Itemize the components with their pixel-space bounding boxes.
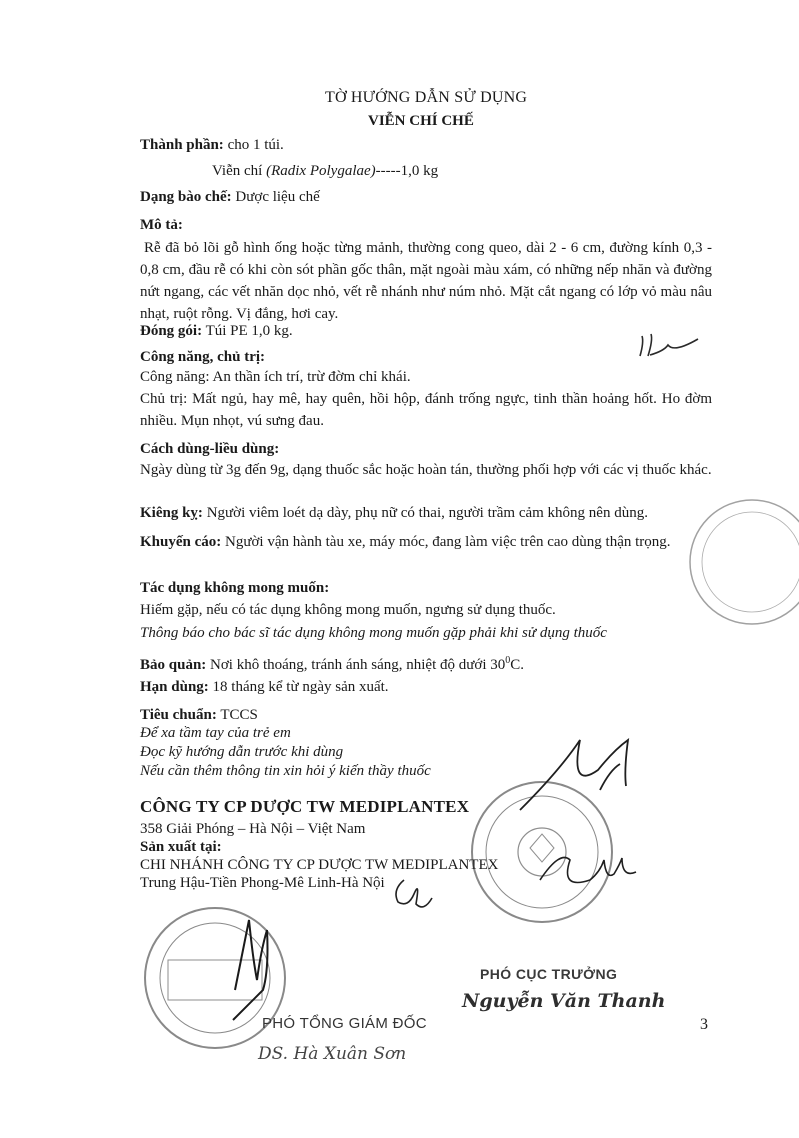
company-stamp	[145, 908, 285, 1048]
storage-label: Bảo quản:	[140, 657, 207, 673]
shelf-life-label: Hạn dùng:	[140, 679, 209, 695]
description-text: Rễ đã bỏ lõi gỗ hình ống hoặc từng mảnh, thường cong queo, dài 2 - 6 cm, đường kính 0,3 - 0,8 cm, đầu rễ có khi còn sót phần gốc thân, mặt ngoài màu xám, có những nếp nhăn và đường nứt ngang, các vết nhăn dọc nhỏ, vết rễ nhánh như núm nhỏ. Mặt cắt ngang có lớp vỏ màu nâu nhạt, ruột rỗng. Vị đắng, hơi cay.	[140, 240, 712, 322]
contraindications-label: Kiêng kỵ:	[140, 505, 203, 521]
description-label: Mô tả:	[140, 217, 183, 233]
note-item: Nếu cần thêm thông tin xin hỏi ý kiến thầy thuốc	[140, 763, 431, 779]
side-effects-note: Thông báo cho bác sĩ tác dụng không mong muốn gặp phải khi sử dụng thuốc	[140, 625, 607, 641]
standard-label: Tiêu chuẩn:	[140, 707, 217, 723]
usage-text: Ngày dùng từ 3g đến 9g, dạng thuốc sắc hoặc hoàn tán, thường phối hợp với các vị thuốc khác.	[140, 462, 712, 478]
treatment-text: Chủ trị: Mất ngủ, hay mê, hay quên, hồi hộp, đánh trống ngực, tinh thần hoảng hốt. Ho đờm nhiều. Mụn nhọt, vú sưng đau.	[140, 391, 712, 429]
composition-value: cho 1 túi.	[227, 137, 284, 153]
deputy-head-title: PHÓ CỤC TRƯỞNG	[480, 966, 618, 982]
manufactured-label: Sản xuất tại:	[140, 839, 222, 855]
agency-signature-2	[540, 858, 636, 883]
branch-address: Trung Hậu-Tiền Phong-Mê Linh-Hà Nội	[140, 875, 385, 891]
indications-label: Công năng, chủ trị:	[140, 349, 266, 365]
company-address: 358 Giải Phóng – Hà Nội – Việt Nam	[140, 821, 366, 837]
ingredient-latin: (Radix Polygalae)	[266, 163, 376, 179]
storage-value: Nơi khô thoáng, tránh ánh sáng, nhiệt độ dưới 30	[210, 657, 506, 673]
page-number: 3	[700, 1016, 708, 1033]
document-title: TỜ HƯỚNG DẪN SỬ DỤNG	[325, 89, 528, 106]
dosage-form-label: Dạng bào chế:	[140, 189, 232, 205]
packaging-label: Đóng gói:	[140, 323, 203, 339]
ingredient-name: Viễn chí	[212, 163, 267, 179]
standard-value: TCCS	[220, 707, 258, 723]
agency-signature	[520, 740, 628, 810]
deputy-director-name: DS. Hà Xuân Sơn	[258, 1044, 407, 1064]
warning-label: Khuyến cáo:	[140, 534, 222, 550]
agency-stamp	[472, 782, 612, 922]
composition-label: Thành phần:	[140, 137, 224, 153]
note-item: Để xa tầm tay của trẻ em	[140, 725, 291, 741]
usage-label: Cách dùng-liều dùng:	[140, 441, 280, 457]
deputy-director-title: PHÓ TỔNG GIÁM ĐỐC	[262, 1015, 427, 1032]
deputy-head-name: Nguyễn Văn Thanh	[462, 990, 666, 1012]
branch-name: CHI NHÁNH CÔNG TY CP DƯỢC TW MEDIPLANTEX	[140, 857, 499, 873]
dosage-form-value: Dược liệu chế	[235, 189, 320, 205]
product-name: VIỄN CHÍ CHẾ	[368, 113, 474, 129]
storage-degree: 0	[505, 655, 511, 666]
edge-stamp	[690, 500, 799, 624]
company-name: CÔNG TY CP DƯỢC TW MEDIPLANTEX	[140, 797, 470, 816]
initials-signature	[640, 334, 698, 356]
side-effects-label: Tác dụng không mong muốn:	[140, 580, 330, 596]
branch-signature	[396, 880, 432, 907]
contraindications-value: Người viêm loét dạ dày, phụ nữ có thai, người trầm cảm không nên dùng.	[206, 505, 648, 521]
function-text: Công năng: An thần ích trí, trừ đờm chỉ khái.	[140, 369, 411, 385]
side-effects-text: Hiếm gặp, nếu có tác dụng không mong muốn, ngưng sử dụng thuốc.	[140, 602, 556, 618]
ingredient-amount: -----1,0 kg	[375, 163, 439, 179]
note-item: Đọc kỹ hướng dẫn trước khi dùng	[140, 744, 344, 760]
packaging-value: Túi PE 1,0 kg.	[205, 323, 293, 339]
storage-unit: C.	[510, 657, 524, 673]
shelf-life-value: 18 tháng kể từ ngày sản xuất.	[212, 679, 389, 695]
warning-value: Người vận hành tàu xe, máy móc, đang làm việc trên cao dùng thận trọng.	[225, 534, 671, 550]
